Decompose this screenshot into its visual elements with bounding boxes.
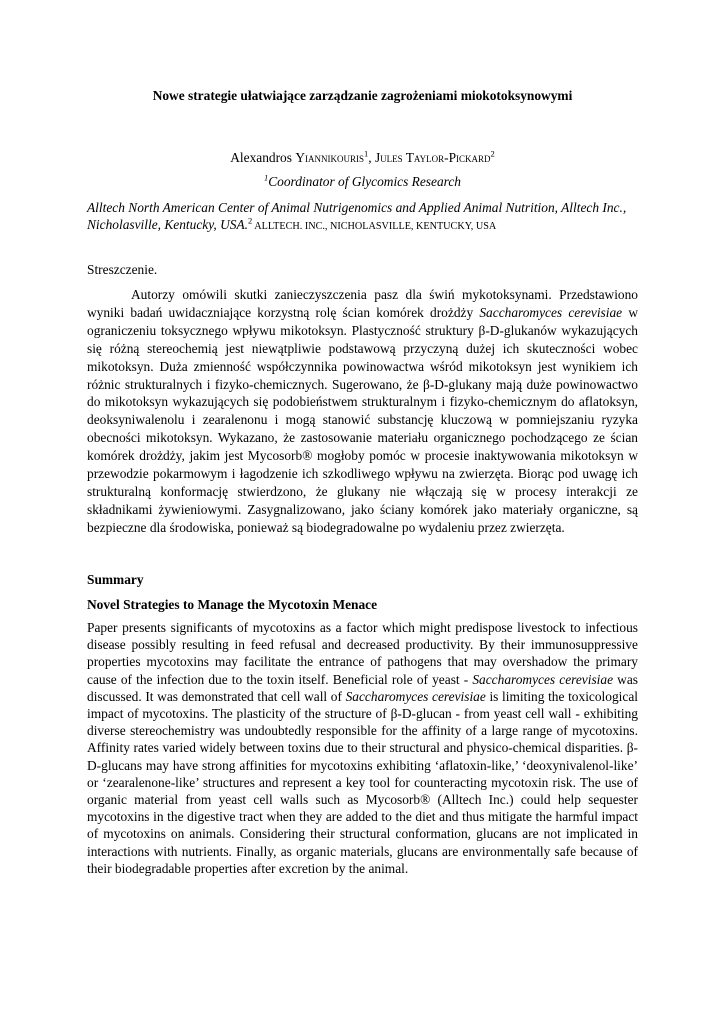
author-1-first: Alexandros: [230, 150, 296, 165]
summary-body: [87, 619, 638, 877]
author-separator: ,: [368, 150, 375, 165]
affiliation-italic: Alltech North American Center of Animal Nutrigenomics and Applied Animal Nutrition, Alltech Inc., Nicholasville, Kentucky, USA.: [87, 200, 627, 233]
affiliation-caps: ALLTECH. INC., NICHOLASVILLE, KENTUCKY, USA: [252, 221, 497, 233]
affiliation-sup: 2: [248, 215, 253, 226]
author-1-last: Yiannikouris: [295, 150, 364, 165]
summary-part2: was discussed. It was demonstrated that cell wall of: [87, 671, 638, 704]
affiliation: [87, 199, 638, 235]
paper-title: Nowe strategie ułatwiające zarządzanie zagrożeniami miokotoksynowymi: [152, 88, 573, 103]
summary-species-2: Saccharomyces cerevisiae: [345, 688, 486, 704]
abstract-pl-species: Saccharomyces cerevisiae: [479, 304, 623, 320]
abstract-pl-part1: Autorzy omówili skutki zanieczyszczenia pasz dla świń mykotoksynami. Przedstawiono wyniki badań uwidaczniające korzystną rolę ścian komórek drożdży: [87, 287, 638, 320]
coordinator-line: [87, 174, 638, 190]
author-2: Jules Taylor-Pickard: [374, 150, 491, 165]
author-2-sup: 2: [490, 148, 495, 159]
author-1-sup: 1: [363, 148, 369, 159]
summary-heading: Summary: [87, 572, 144, 587]
summary-species-1: Saccharomyces cerevisiae: [472, 671, 614, 687]
abstract-pl-part2: w ograniczeniu toksycznego wpływu mikotoksyn. Plastyczność struktury β-D-glukanów wykazujących się różną stereochemią jest niewątpliwie podstawową przyczyną dużej ich skuteczności wobec mikotoksyn. Duża zmienność współczynnika powinowactwa wśród mikotoksyn jest wynikiem ich różnic strukturalnych i fizyko-chemicznych. Sugerowano, że β-D-glukany mają duże powinowactwo do mikotoksyn wykazujących się podobieństwem strukturalnym i fizyko-chemicznym do aflatoksyn, deoksyniwalenolu i zearalenonu i mogą stanowić substancję kluczową w pomniejszaniu ryzyka obecności mikotoksyn. Wykazano, że zastosowanie materiału organicznego pochodzącego ze ścian komórek drożdży, jakim jest Mycosorb® mogłoby pomóc w procesie inaktywowania mikotoksyn w przewodzie pokarmowym i łagodzenie ich szkodliwego wpływu na zwierzęta. Biorąc pod uwagę ich strukturalną konformację stwierdzono, że glukany nie włączają się w procesy interakcji ze składnikami żywieniowymi. Zasygnalizowano, jako ściany komórek jako materiały organiczne, są bezpieczne dla środowiska, ponieważ są biodegradowalne po wydaleniu przez zwierzęta.: [87, 304, 638, 535]
summary-part1: Paper presents significants of mycotoxins as a factor which might predispose livestock to infectious disease possibly resulting in feed refusal and decreased productivity. By their immunosuppressive properties mycotoxins may facilitate the entrance of pathogens that may overshadow the primary cause of the infection due to the toxin itself. Beneficial role of yeast -: [87, 620, 638, 687]
summary-title: Novel Strategies to Manage the Mycotoxin Menace: [87, 597, 378, 612]
abstract-pl-body: [87, 286, 638, 537]
summary-part3: is limiting the toxicological impact of mycotoxins. The plasticity of the structure of β-D-glucan - from yeast cell wall - exhibiting diverse stereochemistry was undoubtedly responsible for the affinity of a large range of mycotoxins. Affinity rates varied widely between toxins due to their structural and physico-chemical disparities. β-D-glucans may have strong affinities for mycotoxins exhibiting ‘aflatoxin-like,’ ‘deoxynivalenol-like’ or ‘zearalenone-like’ structures and represent a key tool for counteracting mycotoxin risk. The use of organic material from yeast cell walls such as Mycosorb® (Alltech Inc.) could help sequester mycotoxins in the digestive tract when they are added to the diet and thus mitigate the harmful impact of mycotoxins on animals. Considering their structural conformation, glucans are not implicated in interactions with nutrients. Finally, as organic materials, glucans are environmentally safe because of their biodegradable properties after excretion by the animal.: [87, 688, 638, 876]
coordinator-sup: 1: [263, 172, 269, 183]
coordinator-text: Coordinator of Glycomics Research: [268, 174, 462, 189]
author-line: [87, 150, 638, 166]
abstract-pl-heading: Streszczenie.: [87, 262, 158, 277]
